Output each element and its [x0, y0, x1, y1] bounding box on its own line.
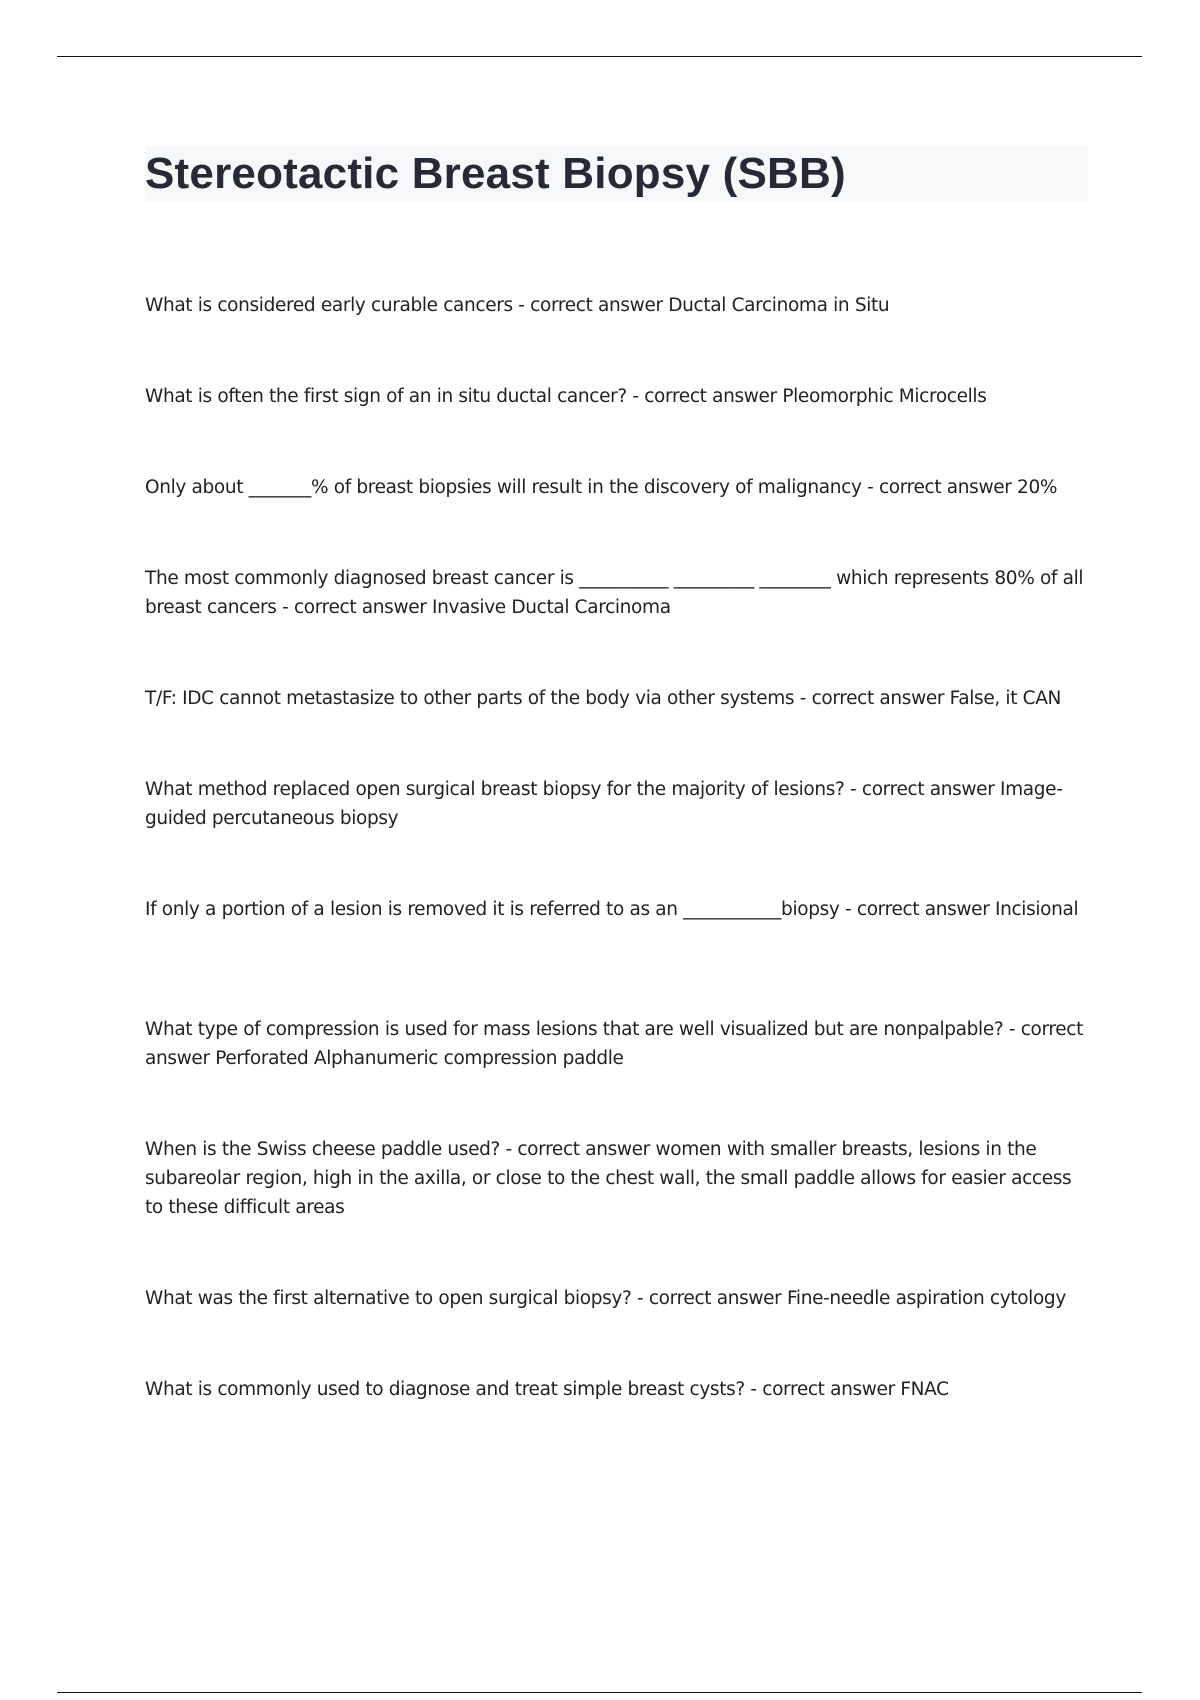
qa-item-5: T/F: IDC cannot metastasize to other parts of the body via other systems - correct answer False, it CAN — [145, 688, 1062, 709]
bottom-divider — [57, 1692, 1142, 1693]
top-divider — [57, 56, 1142, 57]
qa-item-3: Only about _______% of breast biopsies will result in the discovery of malignancy - correct answer 20% — [145, 477, 1058, 498]
qa-item-2: What is often the first sign of an in situ ductal cancer? - correct answer Pleomorphic Microcells — [145, 386, 987, 407]
qa-item-4: The most commonly diagnosed breast cancer is __________ _________ ________ which represents 80% of all breast cancers - correct answer Invasive Ductal Carcinoma — [145, 568, 1084, 618]
qa-item-6: What method replaced open surgical breast biopsy for the majority of lesions? - correct answer Image-guided percutaneous biopsy — [145, 779, 1063, 829]
page-title: Stereotactic Breast Biopsy (SBB) — [145, 149, 846, 198]
qa-item-1: What is considered early curable cancers - correct answer Ductal Carcinoma in Situ — [145, 295, 890, 316]
qa-item-9: When is the Swiss cheese paddle used? - correct answer women with smaller breasts, lesions in the subareolar region, high in the axilla, or close to the chest wall, the small paddle allows for easier access to these difficult areas — [145, 1139, 1072, 1218]
qa-item-10: What was the first alternative to open surgical biopsy? - correct answer Fine-needle aspiration cytology — [145, 1288, 1066, 1309]
qa-item-8: What type of compression is used for mass lesions that are well visualized but are nonpalpable? - correct answer Perforated Alphanumeric compression paddle — [145, 1019, 1084, 1069]
qa-item-7: If only a portion of a lesion is removed it is referred to as an ___________biopsy - correct answer Incisional — [145, 899, 1079, 920]
qa-item-11: What is commonly used to diagnose and treat simple breast cysts? - correct answer FNAC — [145, 1379, 949, 1400]
